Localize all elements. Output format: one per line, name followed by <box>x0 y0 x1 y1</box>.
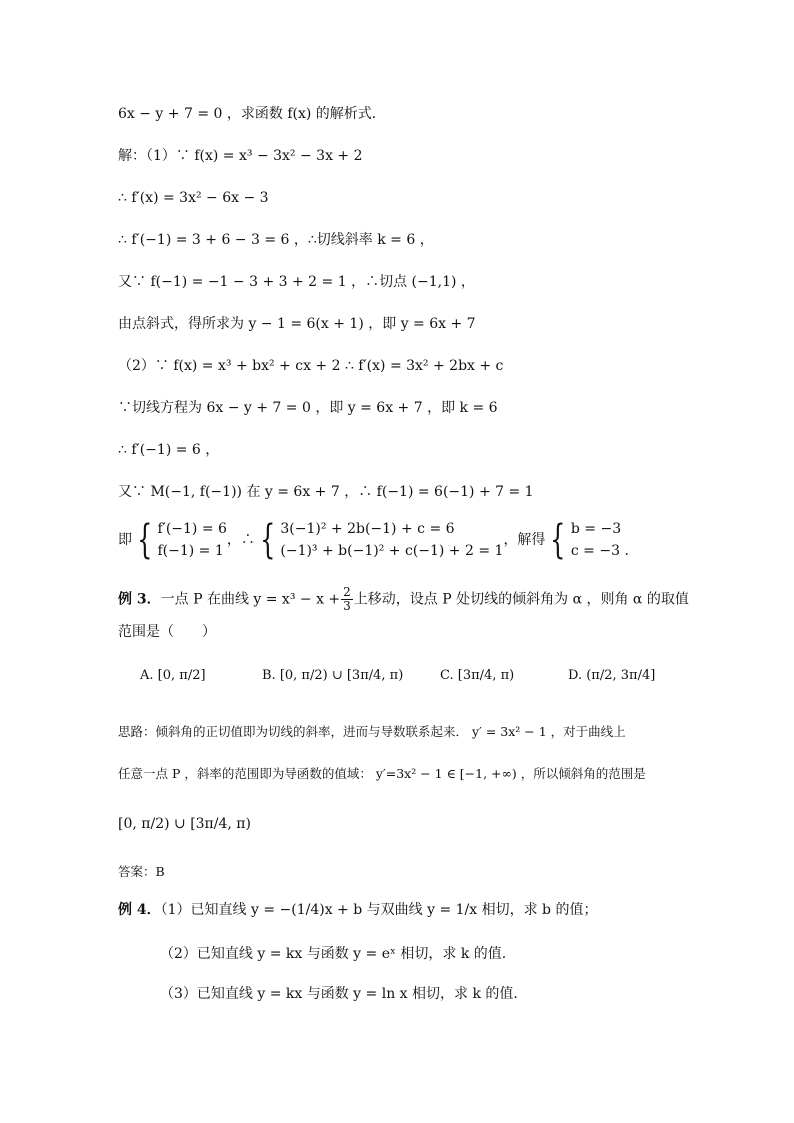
system-prefix: 即 <box>118 532 132 548</box>
example-4-part-1 <box>118 900 597 920</box>
example-3-question <box>118 586 689 613</box>
system-given <box>157 518 226 562</box>
equation: (−1)³ + b(−1)² + c(−1) + 2 = 1 <box>280 543 504 559</box>
example-label: 例 3． <box>118 591 161 608</box>
question-text: （1）已知直线 y = −(1/4)x + b 与双曲线 y = 1/x 相切，求 b 的值； <box>160 902 598 918</box>
thinking-range: [0, π/2) ∪ [3π/4, π) <box>118 816 251 832</box>
option-value: [0, π/2) ∪ [3π/4, π) <box>279 668 404 683</box>
option-a <box>140 668 206 683</box>
equation: f′(−1) = 6 <box>157 521 227 537</box>
option-value: (π/2, 3π/4] <box>586 668 656 683</box>
option-d <box>568 668 655 683</box>
example-label: 例 4． <box>118 902 161 918</box>
therefore: ，∴ <box>226 532 255 548</box>
text-line: ∴ f′(−1) = 3 + 6 − 3 = 6 ，∴切线斜率 k = 6 ， <box>118 232 434 248</box>
numerator: 2 <box>343 585 351 599</box>
text-line: 范围是（ ） <box>118 624 216 640</box>
left-brace: { <box>137 517 153 563</box>
text-line: ∵切线方程为 6x − y + 7 = 0 ，即 y = 6x + 7 ，即 k = 6 <box>118 400 498 416</box>
example-4-part-2: （2）已知直线 y = kx 与函数 y = eˣ 相切，求 k 的值. <box>160 946 507 962</box>
system-solution <box>571 518 629 562</box>
option-c <box>440 668 514 683</box>
equation-system-line <box>118 518 629 562</box>
answer-line: 答案：B <box>118 864 165 879</box>
solve-text: ，解得 <box>503 532 546 548</box>
left-brace: { <box>260 517 276 563</box>
option-label: C. <box>440 668 454 683</box>
option-b <box>262 668 403 683</box>
fraction <box>341 586 353 613</box>
text-line: 6x − y + 7 = 0 ，求函数 f(x) 的解析式． <box>118 106 386 122</box>
left-brace: { <box>550 517 566 563</box>
text-line: （2）∵ f(x) = x³ + bx² + cx + 2 ∴ f′(x) = 3x² + 2bx + c <box>118 358 504 374</box>
option-value: [3π/4, π) <box>457 668 515 683</box>
equation: 3(−1)² + 2b(−1) + c = 6 <box>280 521 455 537</box>
equation: f(−1) = 1 <box>157 543 224 559</box>
option-label: A. <box>140 668 154 683</box>
equation: c = −3 . <box>570 543 629 559</box>
option-label: B. <box>262 668 276 683</box>
question-text: 一点 P 在曲线 y = x³ − x + <box>160 591 341 608</box>
text-line: 解：（1）∵ f(x) = x³ − 3x² − 3x + 2 <box>118 148 363 164</box>
text-line: ∴ f′(x) = 3x² − 6x − 3 <box>118 190 269 206</box>
option-value: [0, π/2] <box>157 668 206 683</box>
thinking-line: 任意一点 P ，斜率的范围即为导函数的值域： y′=3x² − 1 ∈ [−1, +∞) ，所以倾斜角的范围是 <box>118 766 646 781</box>
example-4-part-3: （3）已知直线 y = kx 与函数 y = ln x 相切，求 k 的值. <box>160 986 518 1002</box>
text-line: ∴ f′(−1) = 6 ， <box>118 442 220 458</box>
option-label: D. <box>568 668 583 683</box>
denominator: 3 <box>343 599 351 613</box>
text-line: 由点斜式，得所求为 y − 1 = 6(x + 1) ，即 y = 6x + 7 <box>118 316 476 332</box>
question-text: 上移动，设点 P 处切线的倾斜角为 α ，则角 α 的取值 <box>353 591 689 608</box>
thinking-line: 思路：倾斜角的正切值即为切线的斜率，进而与导数联系起来． y′ = 3x² − 1 ，对于曲线上 <box>118 724 626 739</box>
system-expanded <box>280 518 503 562</box>
text-line: 又∵ f(−1) = −1 − 3 + 3 + 2 = 1 ，∴切点 (−1,1) ， <box>118 274 475 290</box>
equation: b = −3 <box>570 521 622 537</box>
text-line: 又∵ M(−1, f(−1)) 在 y = 6x + 7 ，∴ f(−1) = 6(−1) + 7 = 1 <box>118 484 534 500</box>
